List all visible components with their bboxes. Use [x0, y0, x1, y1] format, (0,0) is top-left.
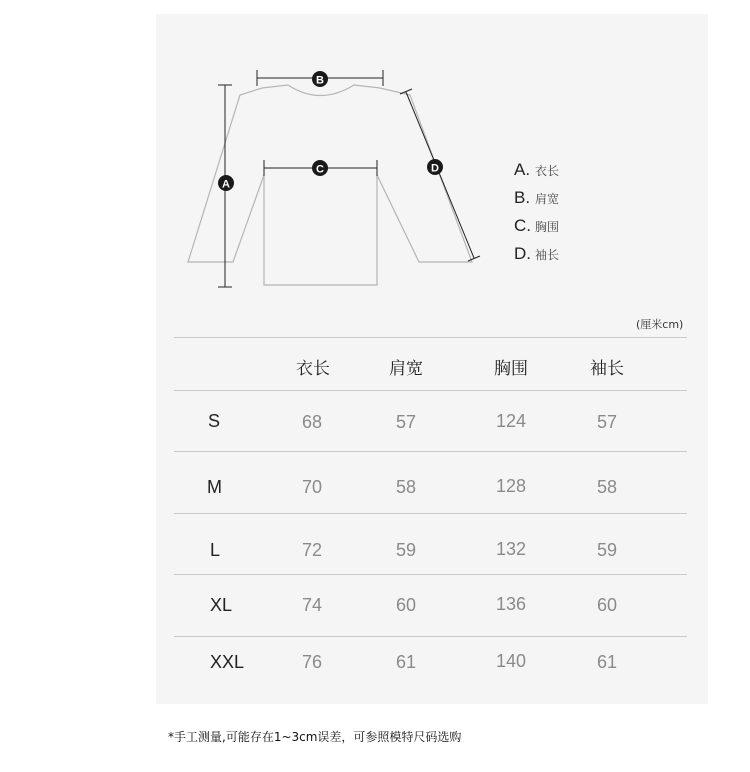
size-label-l: L [210, 540, 221, 560]
cell-l-length: 72 [302, 540, 323, 560]
cell-xl-length: 74 [302, 595, 323, 615]
marker-a-label: A [222, 178, 230, 191]
header-sleeve: 袖长 [590, 359, 624, 379]
legend-letter: B. [514, 188, 531, 207]
cell-s-shoulder: 57 [396, 412, 417, 432]
legend-name: 胸围 [535, 220, 560, 234]
table-divider [174, 390, 687, 391]
table-divider [174, 636, 687, 637]
legend-item-c [514, 216, 559, 244]
cell-m-sleeve: 58 [597, 477, 618, 497]
cell-l-shoulder: 59 [396, 540, 417, 560]
table-divider [174, 337, 687, 338]
header-chest: 胸围 [494, 359, 528, 379]
legend-letter: A. [514, 160, 531, 179]
table-divider [174, 574, 687, 575]
cell-m-length: 70 [302, 477, 323, 497]
cell-s-length: 68 [302, 412, 323, 432]
header-length: 衣长 [296, 359, 330, 379]
legend-item-a [514, 160, 559, 188]
cell-m-shoulder: 58 [396, 477, 417, 497]
cell-xl-shoulder: 60 [396, 595, 417, 615]
table-divider [174, 451, 687, 452]
garment-diagram [0, 0, 750, 310]
size-label-m: M [207, 477, 222, 497]
legend-item-d [514, 244, 559, 272]
cell-xxl-sleeve: 61 [597, 652, 618, 672]
marker-b [312, 71, 328, 87]
cell-xxl-chest: 140 [496, 651, 527, 671]
cell-m-chest: 128 [496, 476, 527, 496]
cell-s-chest: 124 [496, 411, 527, 431]
header-shoulder: 肩宽 [389, 359, 423, 379]
cell-s-sleeve: 57 [597, 412, 618, 432]
legend-name: 肩宽 [535, 192, 560, 206]
cell-xl-sleeve: 60 [597, 595, 618, 615]
marker-d-label: D [431, 162, 439, 175]
measurement-legend [514, 160, 559, 272]
legend-item-b [514, 188, 559, 216]
marker-b-label: B [316, 74, 324, 87]
size-label-xxl: XXL [210, 652, 245, 672]
cell-l-sleeve: 59 [597, 540, 618, 560]
legend-name: 袖长 [535, 248, 560, 262]
size-label-s: S [208, 411, 221, 431]
cell-xxl-length: 76 [302, 652, 323, 672]
cell-xxl-shoulder: 61 [396, 652, 417, 672]
size-label-xl: XL [210, 595, 233, 615]
marker-a [218, 175, 234, 191]
cell-xl-chest: 136 [496, 594, 527, 614]
measurement-note: *手工测量,可能存在1~3cm误差，可参照模特尺码选购 [168, 730, 462, 744]
legend-letter: D. [514, 244, 531, 263]
legend-name: 衣长 [535, 164, 560, 178]
unit-label: (厘米cm) [636, 318, 684, 331]
marker-d [427, 159, 443, 175]
marker-c [312, 160, 328, 176]
table-divider [174, 513, 687, 514]
cell-l-chest: 132 [496, 539, 527, 559]
marker-c-label: C [316, 163, 324, 176]
legend-letter: C. [514, 216, 531, 235]
